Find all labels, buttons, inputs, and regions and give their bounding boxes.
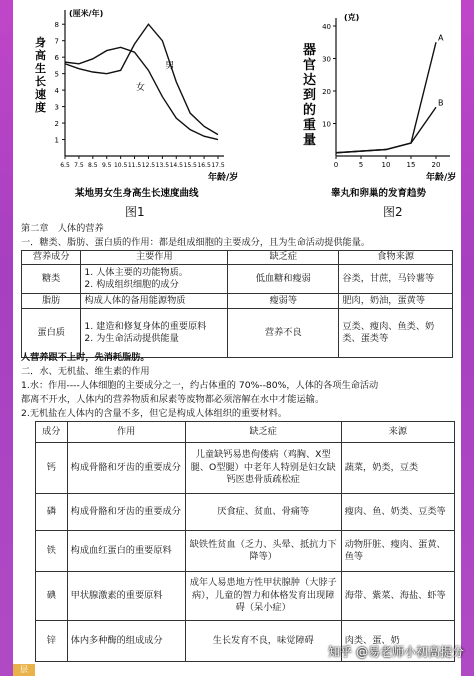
table-cell: 肥肉，奶油，蛋黄等 <box>339 294 453 309</box>
x-axis-label: 年龄/岁 <box>208 173 239 183</box>
table-cell: 构成血红蛋白的重要原料 <box>67 531 185 572</box>
water-paragraph-2: 都离不开水，人体内的营养物质和尿素等废物都必须溶解在水中才能运输。 <box>21 394 325 405</box>
table-cell: 糖类 <box>22 265 81 294</box>
table-cell: 体内多种酶的组成成分 <box>67 621 185 662</box>
table-cell: 磷 <box>36 494 68 531</box>
x-tick-label: 11.5 <box>127 162 142 169</box>
y-unit-label: (厘米/年) <box>69 9 104 18</box>
table-row <box>36 443 455 494</box>
table-cell: 谷类，甘蔗，马铃薯等 <box>339 265 453 294</box>
table-cell: 营养不良 <box>228 309 339 358</box>
boy-series-label: 男 <box>165 61 175 72</box>
y-tick-label: 7 <box>54 37 59 46</box>
figure-2-caption: 图2 <box>383 205 403 219</box>
table-header-cell: 成分 <box>36 422 68 443</box>
height-growth-chart <box>33 4 239 199</box>
x-tick-label: 8.5 <box>88 162 98 169</box>
chart-title: 某地男女生身高生长速度曲线 <box>75 188 199 199</box>
table-cell: 构成骨骼和牙齿的重要成分 <box>67 494 185 531</box>
y-tick-label: 40 <box>322 23 331 31</box>
y-tick-label: 10 <box>322 120 331 129</box>
x-axis-label: 年龄/岁 <box>426 173 457 183</box>
x-tick-label: 10.5 <box>113 162 128 169</box>
table-cell: 1. 人体主要的功能物质。 2. 构成组织细胞的成分 <box>81 265 228 294</box>
y-axis-label-char: 高 <box>35 49 46 62</box>
table-header-cell: 主要作用 <box>81 251 228 265</box>
table-cell: 钙 <box>36 443 68 494</box>
salt-paragraph: 2.无机盐在人体内的含量不多，但它是构成人体组织的重要材料。 <box>21 408 288 419</box>
table-header-cell: 作用 <box>67 422 185 443</box>
corner-badge: 层 <box>13 664 35 676</box>
x-tick-label: 15 <box>406 161 416 169</box>
table-row <box>22 294 453 309</box>
table-header-cell: 食物来源 <box>339 251 453 265</box>
table-cell: 生长发育不良，味觉障碍 <box>185 621 341 662</box>
note-fat: 人营养跟不上时，先消耗脂肪。 <box>21 352 150 363</box>
y-axis-label-char: 长 <box>35 75 46 88</box>
table-cell: 低血糖和瘦弱 <box>228 265 339 294</box>
y-axis-label-char: 重 <box>303 118 317 133</box>
table-cell: 构成骨骼和牙齿的重要成分 <box>67 443 185 494</box>
series-line-boy <box>65 24 218 134</box>
table-header-cell: 缺乏症 <box>228 251 339 265</box>
watermark: 知乎 @易老师小初高提分 <box>328 645 464 659</box>
x-tick-label: 17.5 <box>211 162 225 169</box>
y-axis-label-char: 的 <box>303 103 317 118</box>
series-a-label: A <box>438 33 444 43</box>
y-unit-label: (克) <box>344 13 360 22</box>
x-tick-label: 0 <box>333 161 339 169</box>
x-tick-label: 7.5 <box>74 162 84 169</box>
series-line-B <box>336 107 436 153</box>
y-axis-label-char: 到 <box>303 88 317 103</box>
figure-2 <box>281 4 461 199</box>
table-cell: 动物肝脏、瘦肉、蛋黄、鱼等 <box>341 531 454 572</box>
table-row <box>22 265 453 294</box>
mineral-table <box>35 421 455 662</box>
table-cell: 儿童缺钙易患佝偻病（鸡胸、X型腿、O型腿）中老年人特别是妇女缺钙医患骨质疏松症 <box>185 443 341 494</box>
table-cell: 构成人体的备用能源物质 <box>81 294 228 309</box>
chapter-title: 第二章 人体的营养 <box>21 223 104 234</box>
y-tick-label: 2 <box>54 120 59 129</box>
x-tick-label: 12.5 <box>141 162 156 169</box>
section-2-title: 二．水、无机盐、维生素的作用 <box>21 366 150 377</box>
nutrient-table <box>21 250 453 358</box>
y-tick-label: 30 <box>322 55 331 64</box>
x-tick-label: 16.5 <box>197 162 211 169</box>
y-tick-label: 3 <box>54 103 59 112</box>
series-line-A <box>336 42 436 153</box>
y-axis-label-char: 生 <box>35 62 46 75</box>
girl-series-label: 女 <box>135 83 145 94</box>
gonad-development-chart <box>281 4 461 199</box>
x-tick-label: 10 <box>381 161 391 169</box>
chart-title: 睾丸和卵巢的发育趋势 <box>331 188 427 199</box>
x-tick-label: 5 <box>358 161 364 169</box>
table-header-cell: 缺乏症 <box>185 422 341 443</box>
y-axis-label-char: 度 <box>35 101 46 114</box>
table-cell: 锌 <box>36 621 68 662</box>
series-b-label: B <box>438 98 444 108</box>
table-cell: 瘦弱等 <box>228 294 339 309</box>
figure-1 <box>33 4 239 199</box>
x-tick-label: 20 <box>431 161 441 169</box>
table-row <box>36 494 455 531</box>
table-cell: 铁 <box>36 531 68 572</box>
y-axis-label-char: 器 <box>303 43 317 58</box>
table-header-cell: 来源 <box>341 422 454 443</box>
table-cell: 厌食症、贫血、骨痛等 <box>185 494 341 531</box>
y-tick-label: 5 <box>54 70 59 79</box>
table-cell: 肉类、蛋、奶 <box>341 621 454 662</box>
y-axis-label-char: 达 <box>303 73 317 88</box>
x-tick-label: 15.5 <box>183 162 197 169</box>
x-tick-label: 14.5 <box>169 162 183 169</box>
x-tick-label: 6.5 <box>60 162 70 169</box>
table-header-row <box>36 422 455 443</box>
y-axis-label-char: 量 <box>303 133 317 148</box>
table-row <box>36 572 455 621</box>
x-tick-label: 13.5 <box>155 162 170 169</box>
figure-1-caption: 图1 <box>125 205 145 219</box>
y-tick-label: 6 <box>54 54 59 63</box>
table-cell: 海带、紫菜、海盐、虾等 <box>341 572 454 621</box>
series-line-girl <box>65 47 218 139</box>
table-cell: 1. 建造和修复身体的重要原料 2. 为生命活动提供能量 <box>81 309 228 358</box>
table-cell: 豆类、瘦肉、鱼类、奶类、蛋类等 <box>339 309 453 358</box>
water-paragraph-1: 1.水：作用----人体细胞的主要成分之一，约占体重的 70%--80%，人体的各项生命活动 <box>21 380 379 391</box>
table-row <box>36 531 455 572</box>
table-cell: 甲状腺激素的重要原料 <box>67 572 185 621</box>
table-cell: 碘 <box>36 572 68 621</box>
document-page <box>13 0 461 676</box>
table-header-cell: 营养成分 <box>22 251 81 265</box>
x-tick-label: 9.5 <box>101 162 112 169</box>
y-tick-label: 1 <box>54 136 59 145</box>
table-header-row <box>22 251 453 265</box>
table-cell: 脂肪 <box>22 294 81 309</box>
y-axis-label-char: 速 <box>35 88 46 101</box>
y-tick-label: 8 <box>54 21 59 30</box>
y-axis-label-char: 官 <box>303 58 317 73</box>
y-tick-label: 20 <box>322 88 331 96</box>
y-axis-label-char: 身 <box>35 36 46 49</box>
y-tick-label: 4 <box>54 87 59 96</box>
table-cell: 成年人易患地方性甲状腺肿（大脖子病），儿童的智力和体格发育出现障碍（呆小症） <box>185 572 341 621</box>
table-cell: 缺铁性贫血（乏力、头晕、抵抗力下降等） <box>185 531 341 572</box>
table-cell: 蔬菜，奶类，豆类 <box>341 443 454 494</box>
table-cell: 瘦肉、鱼、奶类、豆类等 <box>341 494 454 531</box>
section-1-title: 一．糖类、脂肪、蛋白质的作用：都是组成细胞的主要成分，且为生命活动提供能量。 <box>21 237 371 248</box>
table-cell: 蛋白质 <box>22 309 81 358</box>
